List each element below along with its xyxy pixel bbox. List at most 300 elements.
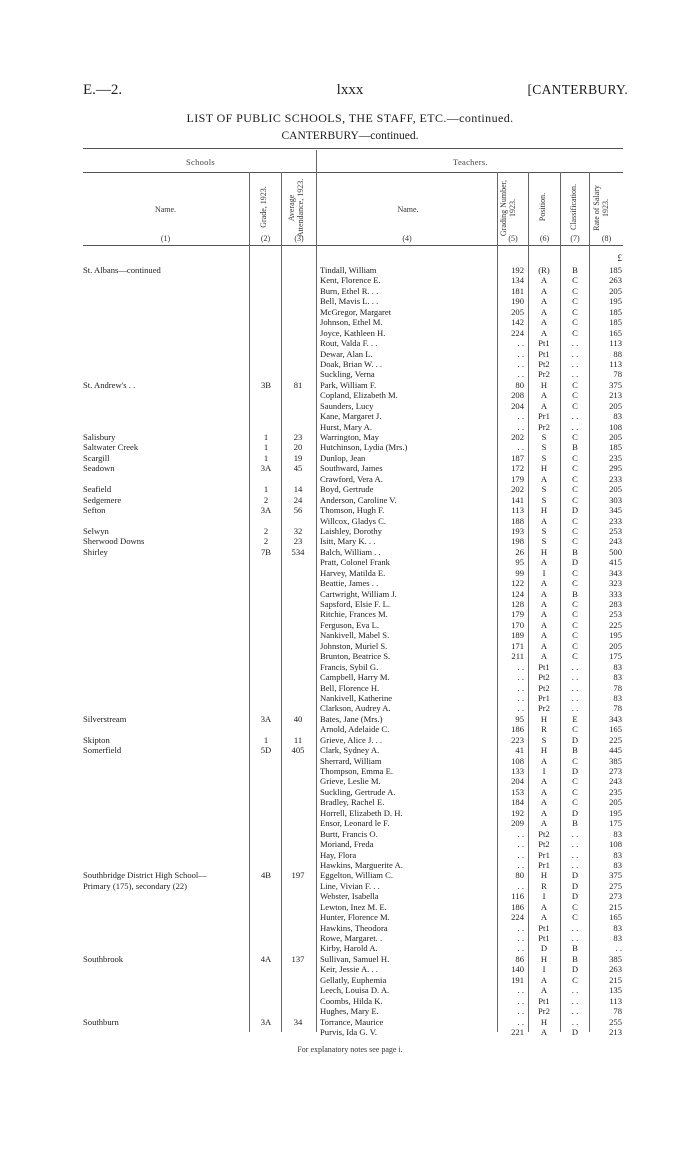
average-attendance: 20 — [293, 442, 303, 453]
average-attendance: 24 — [293, 494, 303, 505]
grading-number: 133 — [511, 766, 524, 776]
classification: . . — [571, 338, 579, 349]
classification: C — [572, 275, 578, 286]
grading-number: 211 — [511, 651, 524, 662]
position: S — [541, 484, 547, 495]
teacher-name: Hawkins, Marguerite A. — [320, 859, 403, 870]
salary-rate: 83 — [613, 672, 622, 683]
grading-number: . . — [517, 661, 524, 672]
teacher-name: Hawkins, Theodora — [320, 922, 388, 933]
position: Pt1 — [538, 922, 550, 933]
classification: C — [572, 536, 578, 547]
position: A — [540, 400, 548, 411]
classification: E — [572, 713, 578, 724]
grading-number: 170 — [511, 619, 524, 630]
position: A — [540, 306, 548, 317]
teacher-name: Webster, Isabella — [320, 891, 379, 902]
salary-rate: 195 — [609, 630, 622, 641]
teacher-name: Bell, Mavis L. . . — [320, 296, 379, 307]
region-label: [CANTERBURY. — [527, 82, 628, 97]
position: A — [540, 515, 548, 526]
teacher-name: Ensor, Leonard le F. — [320, 818, 390, 829]
grading-number: . . — [517, 421, 524, 432]
table-row — [0, 317, 700, 327]
salary-rate: 113 — [609, 358, 622, 369]
teacher-name: Doak, Brian W. . . — [320, 358, 383, 369]
grading-number: . . — [517, 828, 524, 839]
grading-header: Grading Number, 1923. — [499, 179, 517, 237]
average-attendance: 81 — [293, 379, 303, 390]
grading-number: 209 — [511, 818, 524, 829]
salary-rate: 233 — [609, 515, 622, 526]
classification: . . — [571, 369, 579, 380]
table-row — [0, 547, 700, 557]
position: I — [542, 567, 546, 578]
table-header-rule — [83, 245, 623, 246]
teacher-name: Kane, Margaret J. — [320, 411, 382, 422]
grading-number: 113 — [511, 505, 524, 516]
position: Pr1 — [538, 849, 550, 860]
table-row — [0, 328, 700, 338]
school-grade: 2 — [263, 494, 269, 505]
average-attendance: 23 — [293, 536, 303, 547]
salary-rate: 343 — [609, 713, 622, 724]
grading-number: . . — [517, 411, 524, 422]
classification: D — [571, 891, 579, 902]
classification: C — [572, 776, 578, 787]
teacher-name: Hughes, Mary E. — [320, 1006, 379, 1017]
school-grade: 2 — [263, 525, 269, 536]
teacher-name: Moriand, Freda — [320, 839, 374, 850]
salary-rate: 165 — [609, 724, 622, 735]
teacher-name: Sherrard, William — [320, 755, 382, 766]
table-row — [0, 380, 700, 390]
position-header: Position. — [538, 192, 547, 222]
grading-number: 95 — [515, 713, 524, 724]
grading-number: 192 — [511, 807, 524, 818]
col-num-1: (1) — [160, 234, 171, 243]
grading-number: 189 — [511, 630, 524, 641]
classification: . . — [571, 933, 579, 943]
teacher-name: Grieve, Alice J. . . — [320, 734, 383, 745]
table-row — [0, 683, 700, 693]
table-row — [0, 714, 700, 724]
table-row — [0, 526, 700, 536]
position: A — [540, 776, 548, 787]
table-row — [0, 1006, 700, 1016]
table-row — [0, 349, 700, 359]
teacher-name: Kirby, Harold A. — [320, 943, 378, 954]
grading-number: . . — [517, 682, 524, 693]
teacher-name: Pratt, Colonel Frank — [320, 557, 390, 568]
classification: B — [572, 265, 578, 275]
grading-number: 179 — [511, 473, 524, 484]
salary-rate: 205 — [609, 285, 622, 296]
school-name: Sherwood Downs — [83, 536, 145, 547]
salary-rate: 303 — [609, 494, 622, 505]
classification: . . — [571, 985, 579, 996]
school-name: Southbrook — [83, 953, 124, 964]
classification: C — [572, 786, 578, 797]
salary-rate: 108 — [609, 421, 622, 432]
classification: B — [572, 953, 578, 964]
classification: . . — [571, 995, 579, 1006]
classification: . . — [571, 682, 579, 693]
salary-rate: 165 — [609, 327, 622, 338]
col-num-7: (7) — [570, 234, 580, 243]
position: A — [540, 327, 548, 338]
position: H — [540, 870, 548, 881]
classification: C — [572, 525, 578, 536]
position: A — [540, 912, 548, 923]
classification: C — [572, 484, 578, 495]
school-name: Silverstream — [83, 713, 127, 724]
teacher-name: Coombs, Hilda K. — [320, 995, 383, 1006]
classification-header: Classification. — [569, 184, 578, 230]
classification: . . — [571, 1016, 579, 1027]
salary-rate: 195 — [609, 296, 622, 307]
average-attendance: 45 — [293, 463, 303, 474]
table-row — [0, 557, 700, 567]
classification: D — [571, 880, 579, 891]
position: Pt2 — [538, 828, 550, 839]
teacher-name: Laishley, Dorothy — [320, 525, 382, 536]
salary-rate: 253 — [609, 609, 622, 620]
classification: D — [571, 505, 579, 516]
grading-number: . . — [517, 922, 524, 933]
col-num-6: (6) — [539, 234, 550, 243]
teacher-name: McGregor, Margaret — [320, 306, 392, 317]
table-row — [0, 808, 700, 818]
grade-header: Grade, 1923. — [259, 186, 268, 228]
classification: . . — [571, 661, 579, 672]
school-name: Selwyn — [83, 525, 109, 536]
grading-number: 191 — [511, 974, 524, 985]
teacher-name: Nankivell, Mabel S. — [320, 630, 390, 641]
position: A — [540, 578, 548, 589]
school-grade: 5D — [260, 745, 272, 756]
teacher-name: Anderson, Caroline V. — [320, 494, 397, 505]
classification: D — [571, 870, 579, 881]
grading-number: 224 — [511, 327, 524, 338]
salary-rate: 83 — [613, 692, 622, 703]
grading-number: 41 — [515, 745, 524, 756]
salary-rate: 255 — [609, 1016, 622, 1027]
table-row — [0, 693, 700, 703]
position: Pr1 — [538, 692, 550, 703]
salary-rate: 195 — [609, 807, 622, 818]
grading-number: . . — [517, 995, 524, 1006]
salary-rate: 205 — [609, 797, 622, 808]
teachers-group-header: Teachers. — [453, 157, 488, 167]
grading-number: . . — [517, 1006, 524, 1017]
table-row — [0, 599, 700, 609]
grading-number: 26 — [515, 546, 524, 557]
table-row — [0, 787, 700, 797]
teacher-name: Bradley, Rachel E. — [320, 797, 385, 808]
position: S — [541, 442, 547, 453]
col-num-3: (3) — [294, 234, 304, 243]
teacher-name: Burtt, Francis O. — [320, 828, 378, 839]
teacher-name: Bates, Jane (Mrs.) — [320, 713, 383, 724]
average-attendance: 534 — [291, 546, 305, 557]
grading-number: 124 — [511, 588, 524, 599]
salary-rate: 323 — [609, 578, 622, 589]
average-attendance: 405 — [291, 745, 305, 756]
table-row — [0, 505, 700, 515]
position: H — [540, 713, 548, 724]
teacher-name: Ritchie, Frances M. — [320, 609, 388, 620]
schools-group-header: Schools — [185, 157, 216, 167]
position: A — [540, 285, 548, 296]
col-num-5: (5) — [508, 234, 518, 243]
average-attendance: 137 — [291, 953, 305, 964]
teacher-name: Harvey, Matilda E. — [320, 567, 386, 578]
position: A — [540, 630, 548, 641]
position: A — [540, 807, 548, 818]
school-grade: 1 — [263, 734, 269, 745]
teacher-name: Suckling, Verna — [320, 369, 375, 380]
table-row — [0, 839, 700, 849]
salary-rate: 385 — [609, 953, 622, 964]
position: A — [540, 390, 548, 401]
grading-number: . . — [517, 849, 524, 860]
page-subtitle: CANTERBURY—continued. — [281, 130, 419, 142]
classification: . . — [571, 348, 579, 359]
table-row — [0, 578, 700, 588]
position: (R) — [538, 265, 550, 275]
classification: . . — [571, 421, 579, 432]
classification: . . — [571, 703, 579, 714]
teacher-name: Crawford, Vera A. — [320, 473, 383, 484]
average-attendance: 40 — [293, 713, 303, 724]
grading-number: 134 — [511, 275, 524, 286]
position: Pr2 — [538, 369, 550, 380]
position: H — [540, 953, 548, 964]
teacher-name: Torrance, Maurice — [320, 1016, 384, 1027]
table-row — [0, 860, 700, 870]
teacher-name: Dunlop, Jean — [320, 452, 366, 463]
attendance-header: Average Attendance, 1923. — [287, 178, 305, 238]
teacher-name: Eggelton, William C. — [320, 870, 394, 881]
classification: C — [572, 515, 578, 526]
teacher-name: Johnson, Ethel M. — [320, 317, 383, 328]
school-grade: 1 — [263, 452, 269, 463]
position: A — [540, 640, 548, 651]
grading-number: 140 — [511, 964, 524, 975]
salary-rate: 185 — [609, 306, 622, 317]
table-row — [0, 996, 700, 1006]
position: A — [540, 275, 548, 286]
page-title: LIST OF PUBLIC SCHOOLS, THE STAFF, ETC.—continued. — [186, 111, 514, 125]
classification: C — [572, 619, 578, 630]
table-row — [0, 954, 700, 964]
position: Pt1 — [538, 348, 550, 359]
classification: C — [572, 640, 578, 651]
table-row — [0, 453, 700, 463]
classification: . . — [571, 859, 579, 870]
average-attendance: 23 — [293, 432, 303, 442]
classification: D — [571, 557, 579, 568]
table-row — [0, 891, 700, 901]
table-row — [0, 630, 700, 640]
position: Pr2 — [538, 1006, 550, 1017]
classification: C — [572, 379, 578, 390]
table-row — [0, 756, 700, 766]
table-row — [0, 923, 700, 933]
position: Pt2 — [538, 839, 550, 850]
position: Pt2 — [538, 672, 550, 683]
salary-rate: 263 — [609, 964, 622, 975]
grading-number: 86 — [515, 953, 524, 964]
salary-rate: 185 — [609, 317, 622, 328]
position: A — [540, 786, 548, 797]
table-row — [0, 589, 700, 599]
position: A — [540, 619, 548, 630]
currency-symbol: £ — [617, 253, 622, 263]
salary-rate: 243 — [609, 536, 622, 547]
teacher-name: Ferguson, Eva L. — [320, 619, 380, 630]
classification: B — [572, 588, 578, 599]
grading-number: 188 — [511, 515, 524, 526]
school-name: Primary (175), secondary (22) — [83, 880, 188, 891]
grading-number: 221 — [511, 1026, 524, 1037]
classification: D — [571, 766, 579, 776]
salary-rate: 83 — [613, 411, 622, 422]
grading-number: 184 — [511, 797, 524, 808]
table-row — [0, 286, 700, 296]
position: H — [540, 1016, 548, 1027]
salary-rate: 108 — [609, 839, 622, 850]
grading-number: . . — [517, 1016, 524, 1027]
teacher-name: Arnold, Adelaide C. — [320, 724, 390, 735]
grading-number: 153 — [511, 786, 524, 797]
salary-rate: 385 — [609, 755, 622, 766]
table-row — [0, 390, 700, 400]
salary-rate: . . — [615, 943, 622, 954]
grading-number: 108 — [511, 755, 524, 766]
classification: C — [572, 912, 578, 923]
teacher-name: Nankivell, Katherine — [320, 692, 393, 703]
col-num-4: (4) — [402, 234, 412, 243]
table-row — [0, 495, 700, 505]
teacher-name: Southward, James — [320, 463, 383, 474]
grading-number: 95 — [515, 557, 524, 568]
salary-rate: 375 — [609, 379, 622, 390]
classification: C — [572, 306, 578, 317]
teacher-name: Tindall, William — [320, 265, 377, 275]
salary-rate: 205 — [609, 640, 622, 651]
table-row — [0, 1017, 700, 1027]
teacher-name: Hunter, Florence M. — [320, 912, 390, 923]
position: H — [540, 505, 548, 516]
table-row — [0, 568, 700, 578]
table-row — [0, 797, 700, 807]
school-grade: 4B — [260, 870, 272, 881]
table-row — [0, 463, 700, 473]
teacher-name: Warrington, May — [320, 432, 379, 442]
teacher-name: Gellatly, Euphemia — [320, 974, 387, 985]
salary-rate: 375 — [609, 870, 622, 881]
salary-rate: 273 — [609, 891, 622, 902]
table-row — [0, 516, 700, 526]
school-grade: 1 — [263, 484, 269, 495]
table-row — [0, 672, 700, 682]
grading-number: 202 — [511, 432, 524, 442]
salary-rate: 83 — [613, 933, 622, 943]
table-row — [0, 609, 700, 619]
table-row — [0, 985, 700, 995]
classification: C — [572, 400, 578, 411]
position: Pt1 — [538, 661, 550, 672]
footnote: For explanatory notes see page i. — [297, 1045, 403, 1054]
teacher-name: Willcox, Gladys C. — [320, 515, 387, 526]
table-row — [0, 484, 700, 494]
grading-number: 99 — [515, 567, 524, 578]
position: S — [541, 536, 547, 547]
classification: C — [572, 651, 578, 662]
classification: C — [572, 609, 578, 620]
position: A — [540, 599, 548, 609]
grading-number: . . — [517, 692, 524, 703]
position: A — [540, 651, 548, 662]
classification: C — [572, 473, 578, 484]
table-row — [0, 369, 700, 379]
classification: C — [572, 599, 578, 609]
grading-number: . . — [517, 369, 524, 380]
salary-rate: 500 — [609, 546, 622, 557]
salary-rate: 78 — [613, 1006, 622, 1017]
position: H — [540, 546, 548, 557]
school-name: Seadown — [83, 463, 115, 474]
grading-number: . . — [517, 672, 524, 683]
salary-rate: 205 — [609, 484, 622, 495]
teacher-name: Isitt, Mary K. . . — [320, 536, 376, 547]
table-row — [0, 422, 700, 432]
table-row — [0, 1027, 700, 1037]
school-grade: 1 — [263, 442, 269, 453]
table-row — [0, 536, 700, 546]
school-grade: 3A — [260, 1016, 272, 1027]
position: I — [542, 891, 546, 902]
average-attendance: 34 — [293, 1016, 303, 1027]
salary-rate: 113 — [609, 995, 622, 1006]
staff-table-body — [0, 265, 700, 1037]
table-row — [0, 338, 700, 348]
grading-number: 208 — [511, 390, 524, 401]
salary-rate: 225 — [609, 619, 622, 630]
school-name: Seafield — [83, 484, 112, 495]
position: A — [540, 588, 548, 599]
school-name: Sefton — [83, 505, 106, 516]
grading-number: . . — [517, 358, 524, 369]
classification: C — [572, 755, 578, 766]
classification: B — [572, 818, 578, 829]
school-name: Southbridge District High School— — [83, 870, 207, 881]
grading-number: 198 — [511, 536, 524, 547]
position: D — [540, 943, 548, 954]
position: S — [541, 452, 547, 463]
teacher-name: Clarkson, Audrey A. — [320, 703, 391, 714]
table-row — [0, 933, 700, 943]
grading-number: 80 — [515, 379, 524, 390]
school-grade: 3A — [260, 505, 272, 516]
position: A — [540, 1026, 548, 1037]
grading-number: . . — [517, 442, 524, 453]
teacher-name: Campbell, Harry M. — [320, 672, 390, 683]
school-grade: 1 — [263, 432, 269, 442]
table-row — [0, 776, 700, 786]
